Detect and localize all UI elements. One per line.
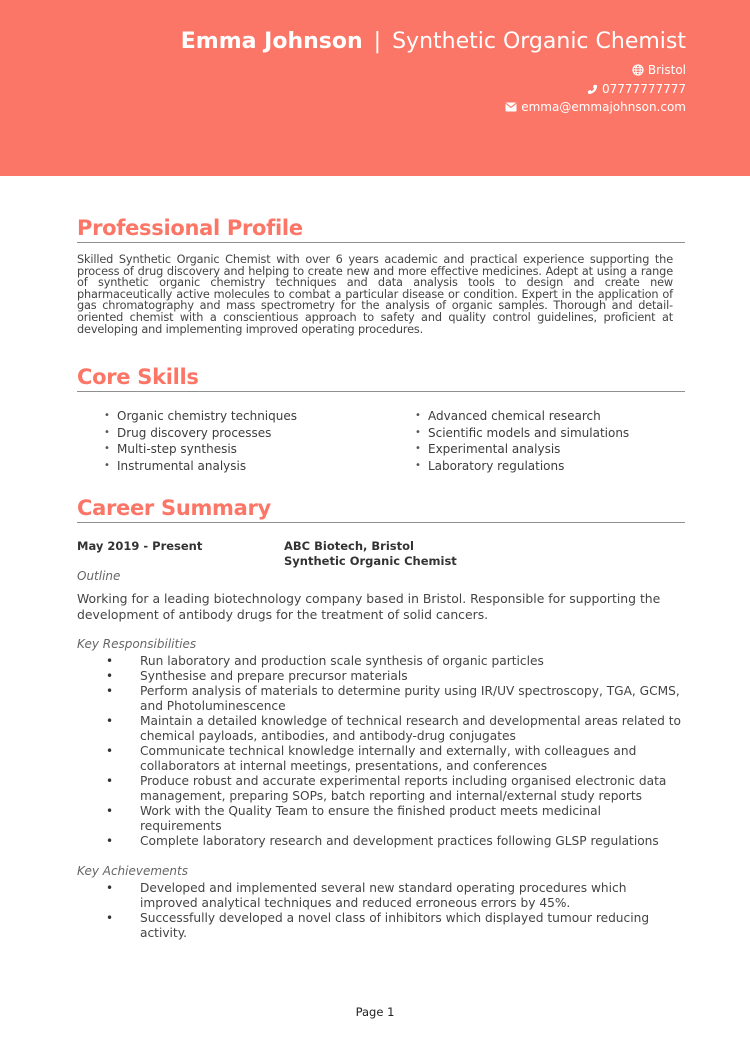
job-position: Synthetic Organic Chemist <box>284 554 457 568</box>
cv-title <box>181 28 686 56</box>
list-item: • Successfully developed a novel class of inhibitors which displayed tumour reducing activity. <box>106 911 686 941</box>
cv-header <box>0 0 750 176</box>
job-employer <box>284 539 457 569</box>
outline-label: Outline <box>77 569 121 583</box>
skill-item: • Instrumental analysis <box>104 458 297 475</box>
email-text[interactable]: emma@emmajohnson.com <box>521 100 686 114</box>
contact-location <box>632 62 686 78</box>
skill-item: • Advanced chemical research <box>415 408 629 425</box>
profile-heading-text: Professional Profile <box>77 216 303 240</box>
list-item: • Maintain a detailed knowledge of technical research and developmental areas related to chemical payloads, antibodies, and antibody-drug conjugates <box>106 714 686 744</box>
page-number: Page 1 <box>355 1005 395 1019</box>
skill-item: • Drug discovery processes <box>104 425 297 442</box>
outline-text: Working for a leading biotechnology company based in Bristol. Responsible for supporting the development of antibody drugs for the treatment of solid cancers. <box>77 591 661 622</box>
achievements-list <box>106 881 686 941</box>
contact-phone <box>587 81 686 97</box>
skill-item: • Laboratory regulations <box>415 458 629 475</box>
profile-heading <box>77 216 685 243</box>
skill-item: • Scientific models and simulations <box>415 425 629 442</box>
candidate-name: Emma Johnson <box>180 29 363 54</box>
list-item: • Run laboratory and production scale synthesis of organic particles <box>106 654 686 669</box>
skills-heading-text: Core Skills <box>77 365 199 389</box>
list-item: • Developed and implemented several new standard operating procedures which improved analytical techniques and reduced erroneous errors by 45%. <box>106 881 686 911</box>
career-heading <box>77 496 685 523</box>
envelope-icon <box>505 102 517 112</box>
list-item: • Produce robust and accurate experimental reports including organised electronic data management, preparing SOPs, batch reporting and internal/external study reports <box>106 774 686 804</box>
responsibilities-list <box>106 654 686 849</box>
location-text: Bristol <box>647 63 686 77</box>
skill-item: • Organic chemistry techniques <box>104 408 297 425</box>
skills-list-left <box>104 408 297 474</box>
career-heading-text: Career Summary <box>77 496 271 520</box>
job-company-name: ABC Biotech, Bristol <box>284 539 414 553</box>
responsibilities-label: Key Responsibilities <box>77 637 197 651</box>
achievements-label: Key Achievements <box>77 864 188 878</box>
candidate-role: Synthetic Organic Chemist <box>392 29 686 54</box>
profile-text: Skilled Synthetic Organic Chemist with over 6 years academic and practical experience supporting the process of drug discovery and helping to create new and more effective medicines. Adept at using a range of synthetic organic chemistry techniques and data analysis tools to design and create new pharmaceutically active molecules to combat a particular disease or condition. Expert in the application of gas chromatography and mass spectrometry for the analysis of organic samples. Thorough and detail-oriented chemist with a conscientious approach to safety and quality control guidelines, proficient at developing and implementing improved operating procedures. <box>77 253 673 336</box>
list-item: • Work with the Quality Team to ensure the finished product meets medicinal requirements <box>106 804 686 834</box>
skill-item: • Experimental analysis <box>415 441 629 458</box>
list-item: • Synthesise and prepare precursor materials <box>106 669 686 684</box>
list-item: • Communicate technical knowledge internally and externally, with colleagues and collaborators at internal meetings, presentations, and conferences <box>106 744 686 774</box>
globe-icon <box>632 64 644 76</box>
list-item: • Perform analysis of materials to determine purity using IR/UV spectroscopy, TGA, GCMS, and Photoluminescence <box>106 684 686 714</box>
contact-email[interactable] <box>505 99 686 115</box>
job-date: May 2019 - Present <box>77 539 203 553</box>
phone-text: 07777777777 <box>602 82 686 96</box>
skill-item: • Multi-step synthesis <box>104 441 297 458</box>
title-separator: | <box>373 29 382 54</box>
list-item: • Complete laboratory research and development practices following GLSP regulations <box>106 834 686 849</box>
skills-heading <box>77 365 685 392</box>
phone-icon <box>587 84 598 95</box>
skills-list-right <box>415 408 629 474</box>
